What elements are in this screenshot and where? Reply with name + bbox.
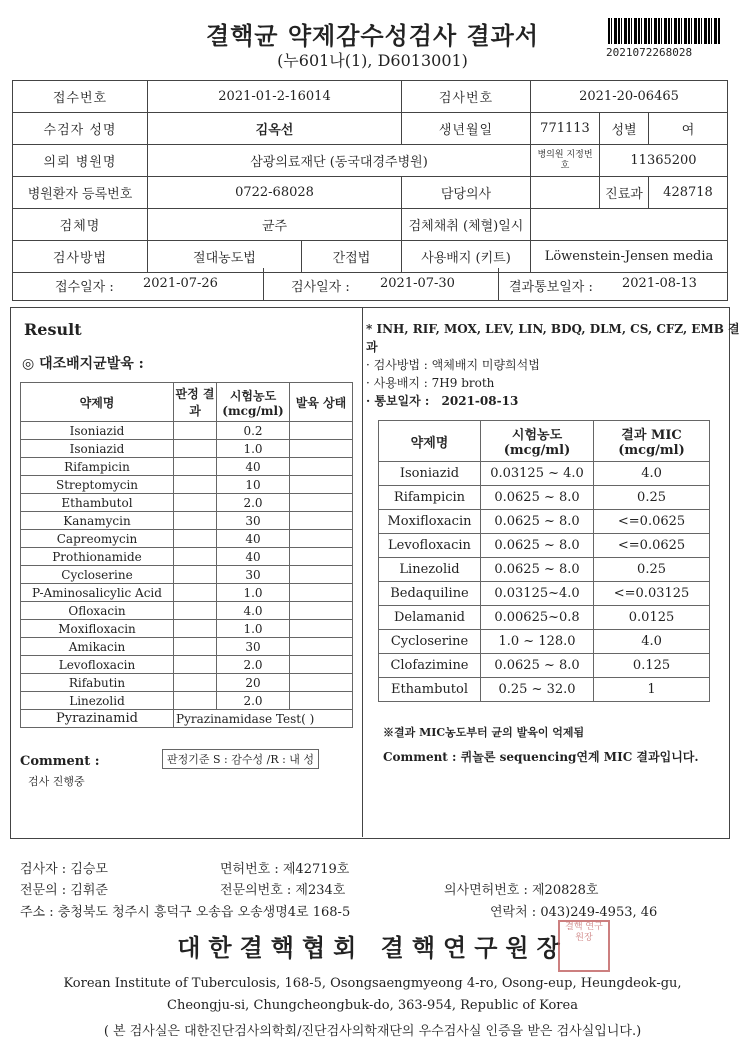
tester: 검사자 : 김승모: [20, 862, 108, 877]
drug-name: Kanamycin: [21, 512, 174, 530]
growth-status: [290, 620, 353, 638]
test-concentration: 10: [217, 476, 290, 494]
drug-name: Cycloserine: [379, 630, 481, 654]
divider: [498, 268, 499, 300]
growth-status: [290, 638, 353, 656]
receipt-no: 2021-01-2-16014: [148, 81, 402, 113]
drug-name: Levofloxacin: [379, 534, 481, 558]
mic-medium: · 사용배지 : 7H9 broth: [366, 376, 495, 390]
table-row: [379, 582, 710, 606]
header-table: [12, 80, 728, 273]
growth-status: [290, 476, 353, 494]
table-row: [21, 512, 353, 530]
certification-note: ( 본 검사실은 대한진단검사의학회/진단검사의학재단의 우수검사실 인증을 받은 검사실입니다.): [103, 1024, 642, 1039]
table-row: [379, 486, 710, 510]
drug-name: Amikacin: [21, 638, 174, 656]
table-row: [379, 462, 710, 486]
pza-value: Pyrazinamidase Test( ): [174, 710, 353, 728]
document-subtitle: (누601나(1), D6013001): [277, 51, 468, 70]
name-label: 수검자 성명: [13, 113, 148, 145]
judgement: [174, 584, 217, 602]
designation-no: 11365200: [600, 145, 728, 177]
judgement: [174, 692, 217, 710]
judgement: [174, 620, 217, 638]
report-date-label: 결과통보일자 :: [509, 280, 593, 295]
drug-name: Capreomycin: [21, 530, 174, 548]
table-row: [21, 638, 353, 656]
official-seal: 결핵 연구 원장: [558, 920, 610, 972]
test-concentration: 2.0: [217, 656, 290, 674]
right-comment: Comment : 퀴놀론 sequencing연계 MIC 결과입니다.: [383, 750, 699, 764]
table-row: [21, 584, 353, 602]
mic-result: 1: [594, 678, 710, 702]
address: 주소 : 충청북도 청주시 흥덕구 오송읍 오송생명4로 168-5: [20, 905, 351, 920]
mic-report-label: · 통보일자 :: [366, 394, 430, 408]
judgement: [174, 548, 217, 566]
judgement: [174, 458, 217, 476]
medium-value: Löwenstein-Jensen media: [531, 241, 728, 273]
receipt-date: 2021-07-26: [143, 276, 218, 291]
test-concentration: 4.0: [217, 602, 290, 620]
drug-name: Rifabutin: [21, 674, 174, 692]
table-row: [21, 440, 353, 458]
table-row: [21, 458, 353, 476]
judgement: [174, 656, 217, 674]
mic-result: <=0.03125: [594, 582, 710, 606]
table-row: [21, 422, 353, 440]
growth-status: [290, 566, 353, 584]
drug-name: Linezolid: [21, 692, 174, 710]
judgement: [174, 674, 217, 692]
col-concentration: 시험농도 (mcg/ml): [480, 421, 593, 462]
growth-status: [290, 692, 353, 710]
drug-name: Delamanid: [379, 606, 481, 630]
designation-label: 병의원 지정번호: [531, 145, 600, 177]
drug-name: Ethambutol: [21, 494, 174, 512]
mic-result: <=0.0625: [594, 510, 710, 534]
test-concentration: 1.0: [217, 584, 290, 602]
test-concentration: 0.03125~4.0: [480, 582, 593, 606]
col-concentration: 시험농도 (mcg/ml): [217, 383, 290, 422]
test-concentration: 0.0625 ~ 8.0: [480, 534, 593, 558]
judgement: [174, 602, 217, 620]
method-value: 절대농도법: [148, 241, 302, 273]
mic-drug-list: * INH, RIF, MOX, LEV, LIN, BDQ, DLM, CS, CFZ, EMB 결과: [366, 322, 740, 354]
pza-label: Pyrazinamid: [21, 710, 174, 728]
doctor-name: [531, 177, 600, 209]
collect-value: [531, 209, 728, 241]
mic-notes: [366, 320, 745, 410]
test-concentration: 0.0625 ~ 8.0: [480, 558, 593, 582]
patient-reg-no: 0722-68028: [148, 177, 402, 209]
receipt-no-label: 접수번호: [13, 81, 148, 113]
drug-name: Moxifloxacin: [21, 620, 174, 638]
test-date-label: 검사일자 :: [291, 280, 350, 295]
left-comment-label: Comment :: [20, 754, 100, 769]
col-mic: 결과 MIC (mcg/ml): [594, 421, 710, 462]
test-concentration: 30: [217, 566, 290, 584]
drug-name: Isoniazid: [21, 422, 174, 440]
table-row: [21, 620, 353, 638]
license-no: 면허번호 : 제42719호: [220, 862, 350, 877]
growth-status: [290, 422, 353, 440]
col-judgement: 판정 결과: [174, 383, 217, 422]
method-label: 검사방법: [13, 241, 148, 273]
mic-result: 0.0125: [594, 606, 710, 630]
test-no-label: 검사번호: [402, 81, 531, 113]
judgement: [174, 440, 217, 458]
mic-result: 0.125: [594, 654, 710, 678]
dept-value: 428718: [649, 177, 728, 209]
growth-status: [290, 602, 353, 620]
english-address-2: Cheongju-si, Chungcheongbuk-do, 363-954, Republic of Korea: [167, 998, 578, 1013]
growth-status: [290, 530, 353, 548]
growth-status: [290, 584, 353, 602]
drug-name: Levofloxacin: [21, 656, 174, 674]
judgement-legend: 판정기준 S : 감수성 /R : 내 성: [162, 749, 319, 769]
table-row: [21, 548, 353, 566]
table-row: [21, 674, 353, 692]
control-growth-label: ◎ 대조배지균발육 :: [22, 356, 144, 372]
table-row: [379, 630, 710, 654]
mic-result: <=0.0625: [594, 534, 710, 558]
drug-name: Ofloxacin: [21, 602, 174, 620]
drug-name: Rifampicin: [379, 486, 481, 510]
document-title: 결핵균 약제감수성검사 결과서: [205, 21, 540, 50]
table-row: [379, 510, 710, 534]
mic-table: [378, 420, 710, 702]
report-date: 2021-08-13: [622, 276, 697, 291]
test-concentration: 1.0: [217, 620, 290, 638]
drug-name: Ethambutol: [379, 678, 481, 702]
dept-label: 진료과: [600, 177, 649, 209]
table-row: [379, 606, 710, 630]
result-heading: Result: [24, 320, 82, 339]
barcode-number: 2021072268028: [606, 46, 693, 59]
medium-label: 사용배지 (키트): [402, 241, 531, 273]
receipt-date-label: 접수일자 :: [55, 280, 114, 295]
drug-name: Cycloserine: [21, 566, 174, 584]
mic-result: 4.0: [594, 630, 710, 654]
organization-name: 대한결핵협회 결핵연구원장: [177, 933, 568, 962]
divider: [362, 307, 363, 837]
patient-name: 김옥선: [148, 113, 402, 145]
table-row: [379, 558, 710, 582]
test-concentration: 1.0: [217, 440, 290, 458]
col-drug: 약제명: [21, 383, 174, 422]
test-concentration: 40: [217, 530, 290, 548]
drug-name: Isoniazid: [379, 462, 481, 486]
drug-name: Moxifloxacin: [379, 510, 481, 534]
drug-name: P-Aminosalicylic Acid: [21, 584, 174, 602]
test-date: 2021-07-30: [380, 276, 455, 291]
test-concentration: 0.2: [217, 422, 290, 440]
growth-status: [290, 548, 353, 566]
contact: 연락처 : 043)249-4953, 46: [490, 905, 658, 920]
drug-name: Bedaquiline: [379, 582, 481, 606]
growth-status: [290, 440, 353, 458]
growth-status: [290, 674, 353, 692]
sex-label: 성별: [600, 113, 649, 145]
table-row: [21, 476, 353, 494]
test-concentration: 40: [217, 548, 290, 566]
test-concentration: 40: [217, 458, 290, 476]
growth-status: [290, 458, 353, 476]
divider: [263, 268, 264, 300]
test-no: 2021-20-06465: [531, 81, 728, 113]
test-concentration: 0.03125 ~ 4.0: [480, 462, 593, 486]
mic-report-date: 2021-08-13: [441, 394, 519, 408]
judgement: [174, 476, 217, 494]
date-row: [12, 268, 728, 301]
table-row: [21, 656, 353, 674]
specialist: 전문의 : 김휘준: [20, 883, 108, 898]
col-growth: 발육 상태: [290, 383, 353, 422]
table-row: [21, 494, 353, 512]
drug-name: Linezolid: [379, 558, 481, 582]
mic-result: 4.0: [594, 462, 710, 486]
drug-name: Streptomycin: [21, 476, 174, 494]
drug-name: Clofazimine: [379, 654, 481, 678]
sex-value: 여: [649, 113, 728, 145]
judgement: [174, 512, 217, 530]
drug-name: Isoniazid: [21, 440, 174, 458]
doctor-license: 의사면허번호 : 제20828호: [444, 883, 599, 898]
test-concentration: 2.0: [217, 692, 290, 710]
specimen-label: 검체명: [13, 209, 148, 241]
judgement: [174, 494, 217, 512]
drug-name: Prothionamide: [21, 548, 174, 566]
table-row: [379, 654, 710, 678]
test-concentration: 0.0625 ~ 8.0: [480, 654, 593, 678]
patient-reg-label: 병원환자 등록번호: [13, 177, 148, 209]
barcode-image: [608, 18, 720, 44]
hospital-name: 삼광의료재단 (동국대경주병원): [148, 145, 531, 177]
table-row: [379, 678, 710, 702]
mic-method: · 검사방법 : 액체배지 미량희석법: [366, 358, 540, 372]
test-concentration: 1.0 ~ 128.0: [480, 630, 593, 654]
table-row: [379, 534, 710, 558]
birth-label: 생년월일: [402, 113, 531, 145]
english-address-1: Korean Institute of Tuberculosis, 168-5, Osongsaengmyeong 4-ro, Osong-eup, Heungdeok-gu,: [63, 976, 682, 991]
test-concentration: 0.0625 ~ 8.0: [480, 486, 593, 510]
method-value-2: 간접법: [301, 241, 401, 273]
growth-status: [290, 656, 353, 674]
judgement: [174, 422, 217, 440]
growth-status: [290, 494, 353, 512]
table-row: [21, 602, 353, 620]
mic-result: 0.25: [594, 486, 710, 510]
test-concentration: 30: [217, 512, 290, 530]
mic-result: 0.25: [594, 558, 710, 582]
specialist-no: 전문의번호 : 제234호: [220, 883, 346, 898]
birth-date: 771113: [531, 113, 600, 145]
test-concentration: 2.0: [217, 494, 290, 512]
test-concentration: 30: [217, 638, 290, 656]
table-row: [21, 692, 353, 710]
test-concentration: 0.25 ~ 32.0: [480, 678, 593, 702]
test-concentration: 0.0625 ~ 8.0: [480, 510, 593, 534]
col-drug: 약제명: [379, 421, 481, 462]
judgement: [174, 638, 217, 656]
drug-name: Rifampicin: [21, 458, 174, 476]
mic-note: ※결과 MIC농도부터 균의 발육이 억제됨: [383, 726, 585, 739]
judgement: [174, 530, 217, 548]
test-concentration: 0.00625~0.8: [480, 606, 593, 630]
table-row: [21, 530, 353, 548]
collect-label: 검체채취 (체혈)일시: [402, 209, 531, 241]
test-concentration: 20: [217, 674, 290, 692]
table-row: [21, 566, 353, 584]
doctor-label: 담당의사: [402, 177, 531, 209]
specimen-value: 균주: [148, 209, 402, 241]
judgement: [174, 566, 217, 584]
progress-note: 검사 진행중: [28, 775, 85, 788]
absolute-concentration-table: [20, 382, 353, 728]
hospital-label: 의뢰 병원명: [13, 145, 148, 177]
growth-status: [290, 512, 353, 530]
